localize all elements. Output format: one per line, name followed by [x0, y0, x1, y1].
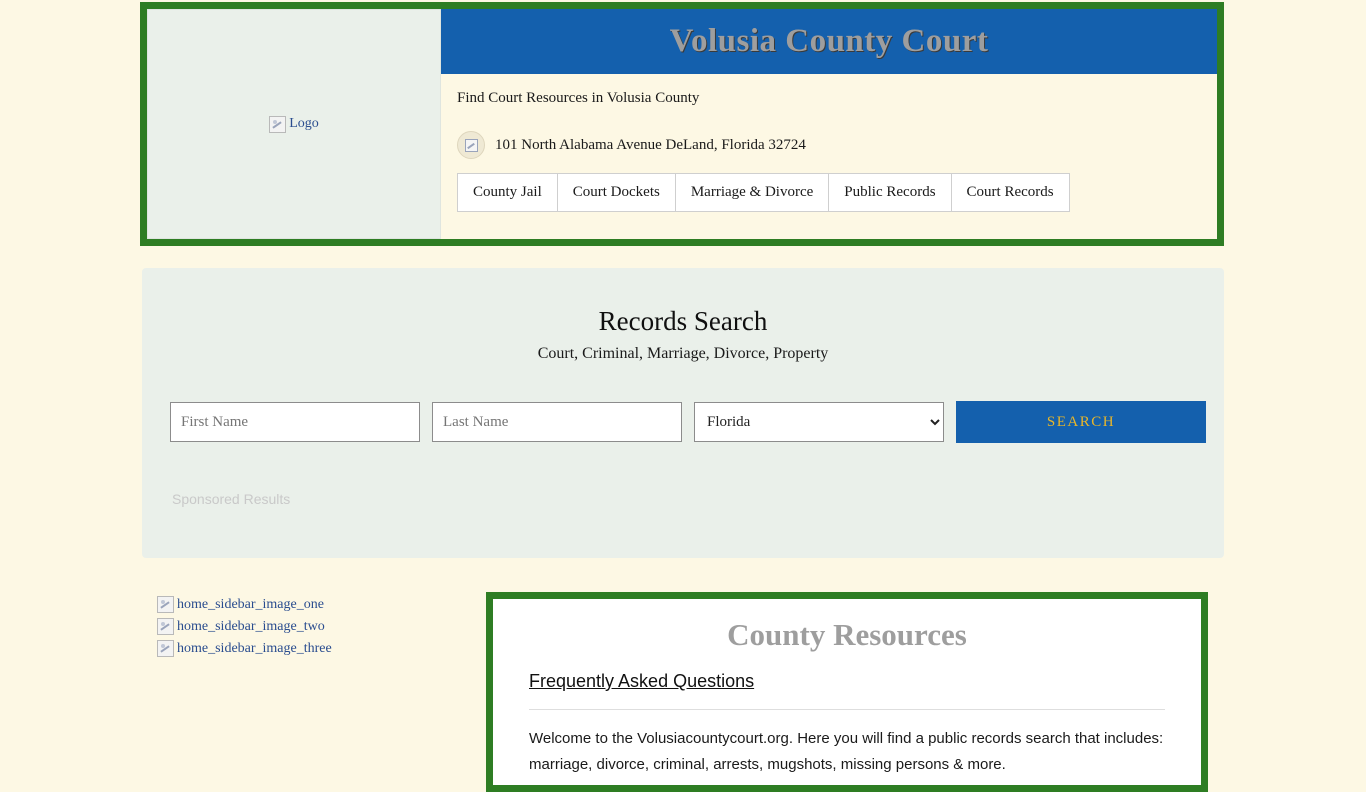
site-header [140, 2, 1224, 246]
sidebar-image-two[interactable] [157, 618, 332, 635]
broken-image-icon [157, 596, 174, 613]
section-divider [529, 709, 1165, 710]
last-name-input[interactable] [432, 402, 682, 442]
broken-image-icon [157, 618, 174, 635]
county-resources-panel [486, 592, 1208, 792]
logo-broken-image [269, 116, 319, 133]
records-search-form [170, 401, 1224, 443]
title-bar [441, 9, 1217, 74]
faq-link[interactable]: Frequently Asked Questions [529, 671, 755, 691]
nav-item-court-records[interactable]: Court Records [966, 184, 1054, 200]
sidebar-image-one-alt: home_sidebar_image_one [177, 596, 324, 612]
sidebar-images [157, 596, 332, 657]
state-select[interactable] [694, 402, 944, 442]
header-tagline: Find Court Resources in Volusia County [457, 90, 700, 106]
search-button[interactable]: SEARCH [956, 401, 1206, 443]
nav-item-court-dockets[interactable]: Court Dockets [558, 174, 676, 211]
sidebar-image-two-alt: home_sidebar_image_two [177, 618, 325, 634]
address-text: 101 North Alabama Avenue DeLand, Florida 32724 [495, 136, 806, 153]
nav-item-marriage-divorce[interactable]: Marriage & Divorce [676, 174, 829, 211]
main-navigation [457, 173, 1070, 212]
logo-alt-text: Logo [289, 116, 319, 131]
county-resources-title: County Resources [727, 617, 967, 652]
broken-image-icon [157, 640, 174, 657]
records-search-subtitle: Court, Criminal, Marriage, Divorce, Property [537, 345, 829, 362]
address-row [457, 131, 1217, 159]
records-search-panel [142, 268, 1224, 558]
nav-item-county-jail[interactable]: County Jail [458, 174, 558, 211]
broken-image-icon [269, 116, 286, 133]
page-title: Volusia County Court [669, 23, 989, 59]
header-right [441, 9, 1217, 239]
header-inner [147, 9, 1217, 239]
nav-item-public-records[interactable]: Public Records [829, 174, 951, 211]
county-resources-inner [493, 599, 1201, 785]
sidebar-image-three-alt: home_sidebar_image_three [177, 640, 332, 656]
welcome-text: Welcome to the Volusiacountycourt.org. Here you will find a public records search that includes: marriage, divorce, criminal, arrests, mugshots, missing persons & more. [529, 730, 1164, 773]
sidebar-image-three[interactable] [157, 640, 332, 657]
sidebar-image-one[interactable] [157, 596, 332, 613]
logo-cell [147, 9, 441, 239]
records-search-title: Records Search [598, 306, 768, 336]
first-name-input[interactable] [170, 402, 420, 442]
location-pin-icon [457, 131, 485, 159]
sponsored-results-label: Sponsored Results [172, 491, 291, 507]
